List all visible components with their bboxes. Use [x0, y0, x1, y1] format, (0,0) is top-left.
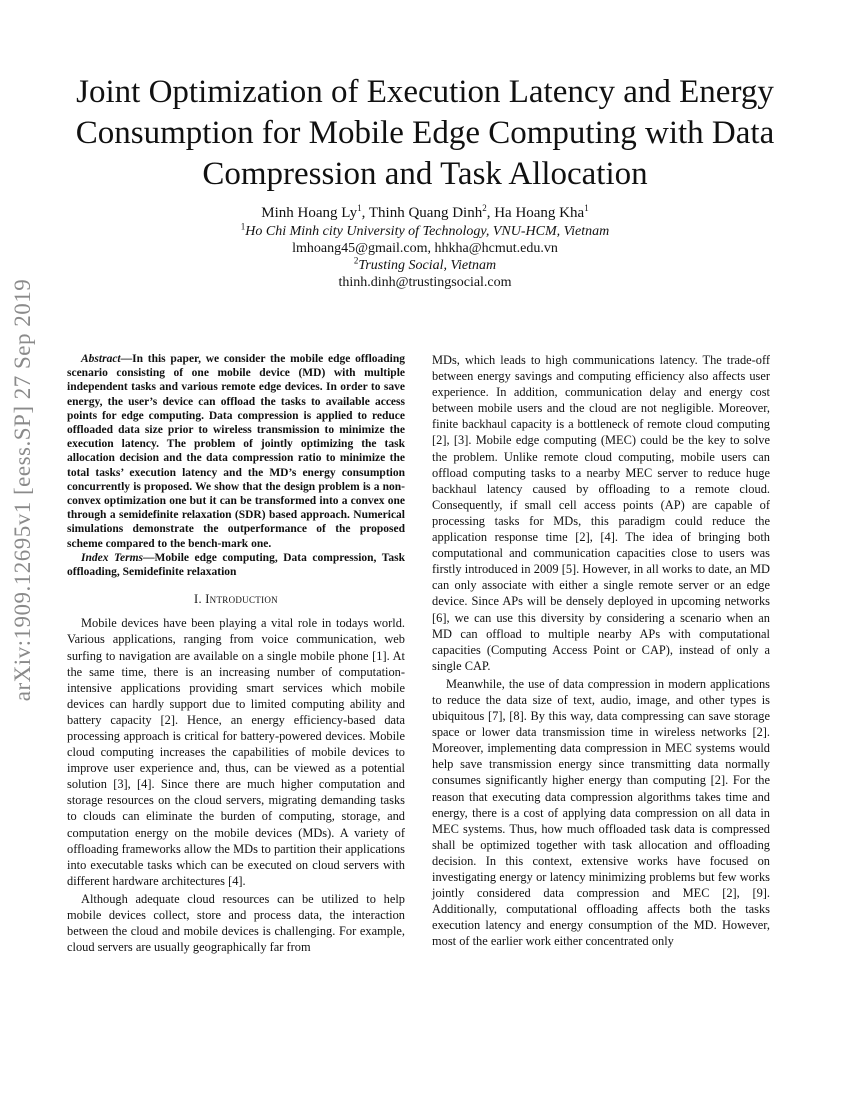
body-paragraph: Mobile devices have been playing a vital role in todays world. Various applications, ranging from voice communication, web surfing to navigation are available on a single mobile phone [1]. At the same time, there is an increasing number of computation-intensive applications providing smart services which mobile devices can hardly support due to limited computing ability and battery capacity [2]. Hence, an energy efficiency-based data processing approach is critical for battery-powered devices. Mobile cloud computing increases the capabilities of mobile devices to improve user experience and, thus, can be viewed as a potential solution [3], [4]. Since there are much higher computation and storage resources on the cloud servers, migrating demanding tasks to clouds can eliminate the burden of computing, storage, and computation energy on the mobile devices (MDs). A variety of offloading frameworks allow the MDs to partition their applications into executable tasks which can be executed on cloud servers with different hardware architectures [4]. [67, 616, 405, 888]
abstract-label: Abstract [81, 353, 121, 365]
left-column [67, 352, 405, 955]
body-paragraph: Meanwhile, the use of data compression in modern applications to reduce the data size of text, audio, image, and other types is ubiquitous [7], [8]. By this way, data compressing can save storage space or lower data transmission time in wireless networks [2]. Moreover, implementing data compression in MEC systems would help save transmission energy since transmitting data normally consumes significantly higher energy than computing [2]. For the reason that executing data compression algorithms takes time and energy, there is a cost of applying data compression on all data in MEC systems. Thus, how much offloaded task data is compressed shall be optimized together with task allocation and offloading decision. In this context, extensive works have focused on investigating energy or latency minimizing problems but few works jointly considered data compression and MEC [2], [9]. Additionally, computational offloading affects both the tasks execution latency and energy consumption of the MD. However, most of the earlier work either concentrated only [432, 676, 770, 949]
index-terms [67, 551, 405, 579]
arxiv-identifier-stamp [0, 278, 46, 702]
body-paragraph: MDs, which leads to high communications latency. The trade-off between energy savings and computing efficiency also affects user experience. In addition, communication delay and energy cost between mobile users and the cloud are not negligible. Moreover, finite backhaul capacity is a bottleneck of remote cloud computing [2], [3]. Mobile edge computing (MEC) could be the key to solve the problem. Unlike remote cloud computing, mobile users can offload computing tasks to a nearby MEC server to reduce huge backhaul latency caused by offloading to a remote cloud. Consequently, if small cell access points (AP) are capable of processing tasks for MDs, this paradigm could reduce the application response time [2], [4]. The idea of bringing both computational and communication capacities close to users was firstly introduced in 2009 [5]. However, in all works to date, an MD can only associate with either a single remote server or an edge device. Since APs will be densely deployed in upcoming networks [6], we can use this diversity by considering a scenario when an MD can offload to multiple nearby APs with computational capacities (Computing Access Point or CAP), instead of only a single CAP. [432, 353, 770, 673]
affiliation-marker: 1 [357, 203, 362, 213]
index-terms-text: —Mobile edge computing, Data compression, Task offloading, Semidefinite relaxation [67, 551, 406, 579]
author-names: Minh Hoang Ly$^1$, Thinh Quang Dinh$^2$, Ha Hoang Kha$^1$ [261, 203, 589, 221]
author-name: Minh Hoang Ly [261, 205, 358, 221]
affiliation-2-text: Trusting Social, Vietnam [358, 258, 497, 273]
abstract [67, 352, 405, 551]
paper-title: Joint Optimization of Execution Latency and Energy Consumption for Mobile Edge Computing with Data Compression and Task Allocation [75, 74, 775, 192]
section-number: I. [194, 592, 206, 607]
abstract-text: —In this paper, we consider the mobile edge offloading scenario consisting of one mobile device (MD) with multiple independent tasks and various remote edge devices. In order to save energy, the user’s device can offload the tasks to available access points for edge computing. Data compression is applied to reduce offloaded data size prior to wireless transmission to minimize the execution latency. The problem of jointly optimizing the task allocation decision and the data compression ratio to minimize the total tasks’ execution latency and the MD’s energy consumption concurrently is proposed. We show that the design problem is a non-convex optimization one but it can be transformed into a convex one through a semidefinite relaxation (SDR) based approach. Numerical simulations demonstrate the outperformance of the proposed scheme compared to the bench-mark one. [67, 353, 405, 550]
arxiv-identifier: arXiv:1909.12695v1 [eess.SP] 27 Sep 2019 [10, 278, 36, 702]
body-paragraph: Although adequate cloud resources can be utilized to help mobile devices collect, store and process data, the interaction between the cloud and mobile devices is challenging. For example, cloud servers are usually geographically far from [67, 891, 405, 955]
affiliation-marker: 1 [584, 203, 589, 213]
affiliation-2 [100, 257, 750, 274]
author-name: Thinh Quang Dinh [368, 205, 483, 221]
author-email-2: thinh.dinh@trustingsocial.com [338, 275, 512, 290]
affiliation-marker: 2 [353, 255, 359, 266]
right-column [432, 352, 770, 949]
section-title: Introduction [205, 592, 278, 607]
section-heading [67, 591, 405, 607]
author-name: Ha Hoang Kha [494, 205, 585, 221]
affiliation-marker: 2 [482, 203, 487, 213]
affiliation-1 [100, 223, 750, 240]
author-emails-1: lmhoang45@gmail.com, hhkha@hcmut.edu.vn [292, 241, 558, 256]
affiliation-marker: 1 [240, 221, 246, 232]
affiliation-1-text: Ho Chi Minh city University of Technology, VNU-HCM, Vietnam [245, 224, 610, 239]
author-block [100, 204, 750, 291]
index-terms-label: Index Terms [81, 551, 143, 564]
